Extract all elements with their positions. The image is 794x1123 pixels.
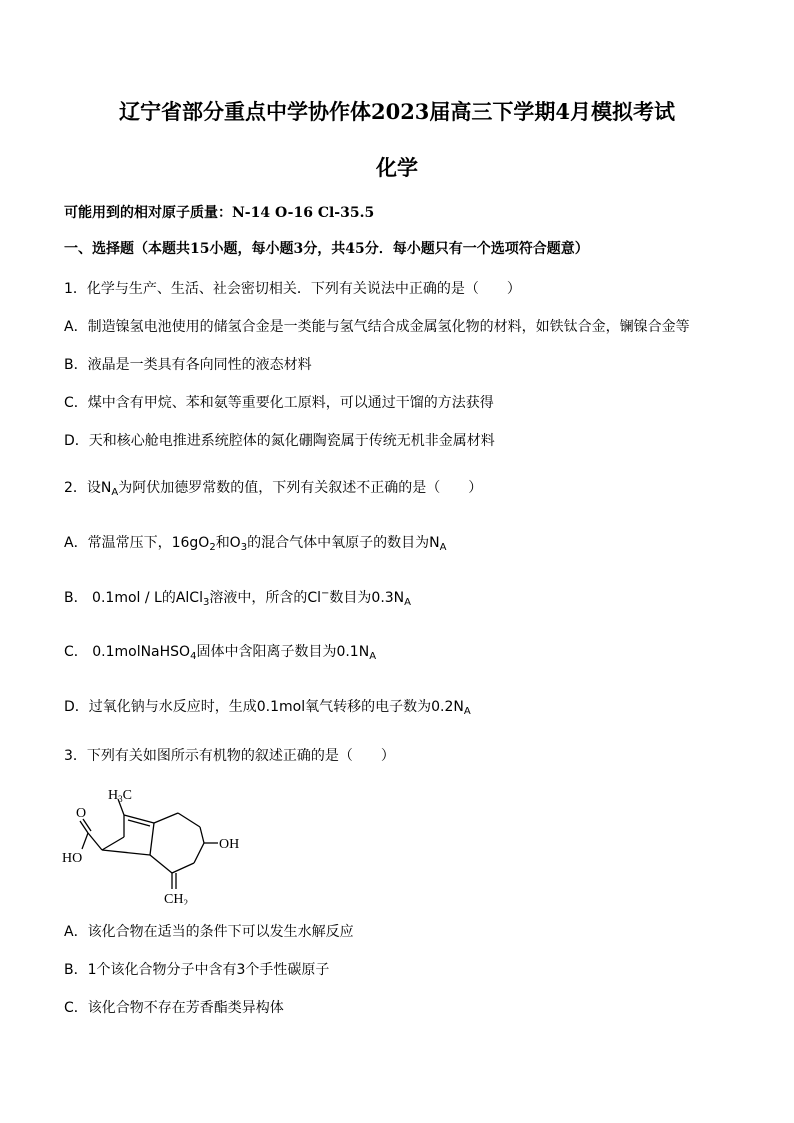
methyl-label: $H_3C$ <box>108 788 132 804</box>
q3-option-c: C．该化合物不存在芳香酯类异构体 <box>64 1000 284 1016</box>
q2-c-post: 固体中含阳离子数目为0.1N <box>196 644 370 660</box>
q2-option-d <box>64 696 471 717</box>
q2-b-sup: − <box>321 588 330 599</box>
q2-b-sub1: 3 <box>202 597 210 608</box>
q2-c-sub1: 4 <box>190 651 197 662</box>
methylene-label: $CH_2$ <box>164 892 188 905</box>
q3-stem: 3．下列有关如图所示有机物的叙述正确的是（ ） <box>64 748 395 764</box>
q2-a-post: 的混合气体中氧原子的数目为N <box>247 535 440 551</box>
q2-c-sub2: A <box>369 651 377 662</box>
q2-na-sub: A <box>111 487 119 498</box>
q1-option-b: B．液晶是一类具有各向同性的液态材料 <box>64 357 312 373</box>
q2-option-b <box>64 587 411 608</box>
q2-a-sub2: 3 <box>240 542 248 553</box>
oxygen-label: O <box>76 806 87 821</box>
q2-b-pre: B． 0.1mol / L的AlCl <box>64 590 203 606</box>
q2-a-sub1: 2 <box>209 542 216 553</box>
q2-stem <box>64 477 482 498</box>
q1-option-d: D．天和核心舱电推进系统腔体的氮化硼陶瓷属于传统无机非金属材料 <box>64 433 495 449</box>
hydroxy-acid-label: HO <box>62 851 83 866</box>
q2-stem-pre: 2．设 <box>64 480 101 496</box>
subject-title: 化学 <box>376 155 418 180</box>
q2-d-sub: A <box>463 706 471 717</box>
q2-option-a <box>64 532 446 553</box>
q2-a-sub3: A <box>439 542 447 553</box>
q1-option-a: A．制造镍氢电池使用的储氢合金是一类能与氢气结合成金属氢化物的材料，如铁钛合金，镧镍合金等 <box>64 319 690 335</box>
q2-a-mid: 和O <box>215 535 241 551</box>
q2-b-mid: 溶液中，所含的Cl <box>209 590 322 606</box>
q2-na: N <box>100 480 112 496</box>
molecule-structure-diagram <box>62 785 252 905</box>
q2-b-sub2: A <box>404 597 411 608</box>
q2-b-post: 数目为0.3N <box>329 590 405 606</box>
hydroxyl-label: OH <box>219 837 240 852</box>
q2-stem-post: 为阿伏加德罗常数的值，下列有关叙述不正确的是（ ） <box>118 480 483 496</box>
atomic-masses: 可能用到的相对原子质量：N-14 O-16 Cl-35.5 <box>64 205 375 221</box>
exam-title: 辽宁省部分重点中学协作体2023届高三下学期4月模拟考试 <box>118 99 676 124</box>
q1-stem: 1．化学与生产、生活、社会密切相关．下列有关说法中正确的是（ ） <box>64 281 521 297</box>
q2-c-pre: C． 0.1molNaHSO <box>64 644 191 660</box>
section-heading: 一、选择题（本题共15小题，每小题3分，共45分．每小题只有一个选项符合题意） <box>64 241 589 257</box>
q3-option-b: B．1个该化合物分子中含有3个手性碳原子 <box>64 962 330 978</box>
q2-a-pre: A．常温常压下，16gO <box>64 535 210 551</box>
q3-option-a: A．该化合物在适当的条件下可以发生水解反应 <box>64 924 354 940</box>
molecule-bonds <box>80 799 218 889</box>
q2-d-pre: D．过氧化钠与水反应时，生成0.1mol氧气转移的电子数为0.2N <box>64 699 464 715</box>
q2-option-c <box>64 641 376 662</box>
q1-option-c: C．煤中含有甲烷、苯和氨等重要化工原料，可以通过干馏的方法获得 <box>64 395 494 411</box>
